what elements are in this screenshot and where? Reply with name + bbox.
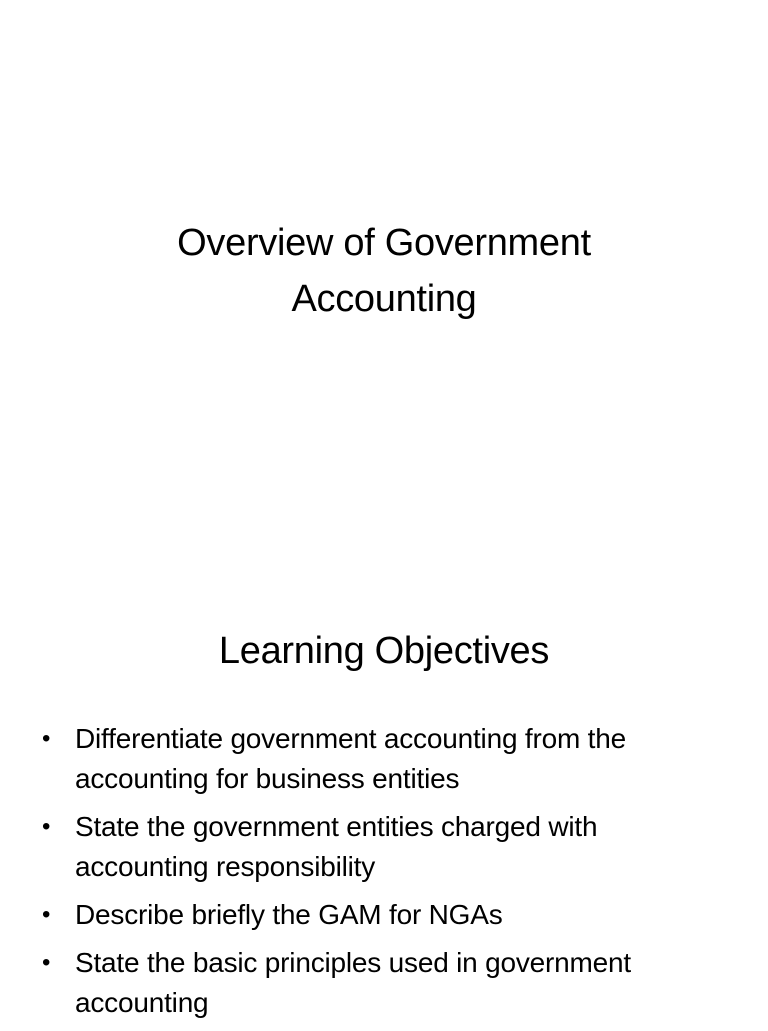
objective-item [42,719,732,799]
objectives-title: Learning Objectives [218,630,550,672]
objective-text: State the government entities charged with accounting responsibility [75,811,598,882]
bullet-icon: • [42,725,51,752]
objective-text: State the basic principles used in government accounting [75,947,631,1018]
objective-item [42,895,732,935]
slide-title-line-1: Overview of Government [177,222,591,265]
bullet-icon: • [42,949,51,976]
objective-item [42,943,732,1023]
bullet-icon: • [42,901,51,928]
objectives-list [42,719,732,1031]
objective-item [42,807,732,887]
slide-title-line-2: Accounting [291,278,477,321]
objectives-slide [0,576,768,1024]
slide-title [64,215,704,327]
objective-text: Describe briefly the GAM for NGAs [75,899,503,930]
objective-text: Differentiate government accounting from the accounting for business entities [75,723,626,794]
bullet-icon: • [42,813,51,840]
